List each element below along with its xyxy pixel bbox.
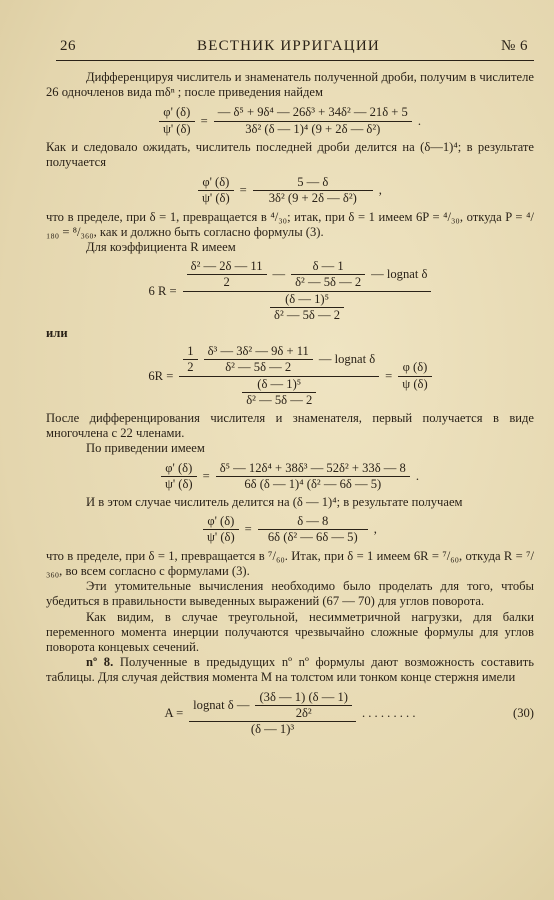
paragraph: Эти утомительные вычисления необходимо было проделать для того, чтобы убедиться в правильности выведенных выражений (67 — 70) для углов поворота. xyxy=(46,579,534,609)
paragraph: Как видим, в случае треугольной, несимметричной нагрузки, для балки переменного момента инерции получаются чрезвычайно сложные формулы для углов поворота концевых сечений. xyxy=(46,609,534,654)
paragraph: Как и следовало ожидать, числитель последней дроби делится на (δ—1)⁴; в результате получается xyxy=(46,139,534,170)
equation-30: A = lognat δ — $\frac{(3\delta — 1) (\delta — 1)}{\text{2δ²}}$ (δ — 1)³ . . . . . . . . . (30) xyxy=(164,689,534,736)
equation-3: 6 R = $\frac{\text{δ² — 2δ — 11}}{2}$ — $\frac{\delta — 1}{\text{δ² — 5δ — 2}}$ — lognat δ $\frac{\text{(δ — 1)⁵}}{\text{δ² — 5δ — 2}}$ xyxy=(46,259,534,323)
equation-1: $\frac{\varphi' (\delta)}{\psi' (\delta)}$ = $\frac{\text{— δ⁵ + 9δ⁴ — 26δ³ + 34δ² — 21δ + 5}}{\text{3δ² (δ — 1)⁴ (9 + 2δ — δ²)}}$ . xyxy=(46,105,534,136)
article-body xyxy=(46,70,534,740)
paragraph: что в пределе, при δ = 1, превращается в ⁷/₆₀. Итак, при δ = 1 имеем 6R = ⁷/₆₀, откуда R = ⁷/₃₆₀, во всем согласно с формулами (3). xyxy=(46,548,534,578)
header-rule xyxy=(56,60,534,61)
paragraph: По приведении имеем xyxy=(86,441,205,456)
section-number: nº 8. xyxy=(86,655,114,670)
conjunction: или xyxy=(46,326,68,341)
page-header xyxy=(60,38,528,55)
equation-2: $\frac{\varphi' (\delta)}{\psi' (\delta)}$ = $\frac{5 — \delta}{\text{3δ² (9 + 2δ — δ²)}}$ , xyxy=(46,175,534,206)
paragraph: И в этом случае числитель делится на (δ — 1)⁴; в результате получаем xyxy=(86,495,463,510)
paragraph: Для коэффициента R имеем xyxy=(86,240,236,255)
equation-4: 6R = $\frac{1}{2}$ $\frac{\text{δ³ — 3δ² — 9δ + 11}}{\text{δ² — 5δ — 2}}$ — lognat δ $\frac{\text{(δ — 1)⁵}}{\text{δ² — 5δ — 2}}$ = $\frac{\varphi (\delta)}{\psi (\delta)}$ xyxy=(46,344,534,408)
equation-5: $\frac{\varphi' (\delta)}{\psi' (\delta)}$ = $\frac{\text{δ⁵ — 12δ⁴ + 38δ³ — 52δ² + 33δ — 8}}{\text{6δ (δ — 1)⁴ (δ² — 6δ — 5)}}$ . xyxy=(46,461,534,492)
paragraph: После дифференцирования числителя и знаменателя, первый получается в виде многочлена с 22 членами. xyxy=(46,411,534,441)
issue-number: № 6 xyxy=(500,38,528,54)
journal-title: ВЕСТНИК ИРРИГАЦИИ xyxy=(197,38,380,54)
equation-number: (30) xyxy=(513,705,534,720)
equation-6: $\frac{\varphi' (\delta)}{\psi' (\delta)}$ = $\frac{\delta — 8}{\text{6δ (δ² — 6δ — 5)}}$ , xyxy=(46,514,534,545)
paragraph: что в пределе, при δ = 1, превращается в ⁴/₃₀; итак, при δ = 1 имеем 6P = ⁴/₃₀, откуда P = ⁴/₁₈₀ = ⁸/₃₆₀, как и должно быть согласно формулы (3). xyxy=(46,209,534,239)
page-number: 26 xyxy=(60,38,76,54)
paragraph: nº 8. Полученные в предыдущих nº nº формулы дают возможность составить таблицы. Для случая действия момента M на толстом или тонком конце стержня имели xyxy=(46,655,534,685)
paragraph: Дифференцируя числитель и знаменатель полученной дроби, получим в числителе 26 одночленов вида mδⁿ ; после приведения найдем xyxy=(46,70,534,100)
